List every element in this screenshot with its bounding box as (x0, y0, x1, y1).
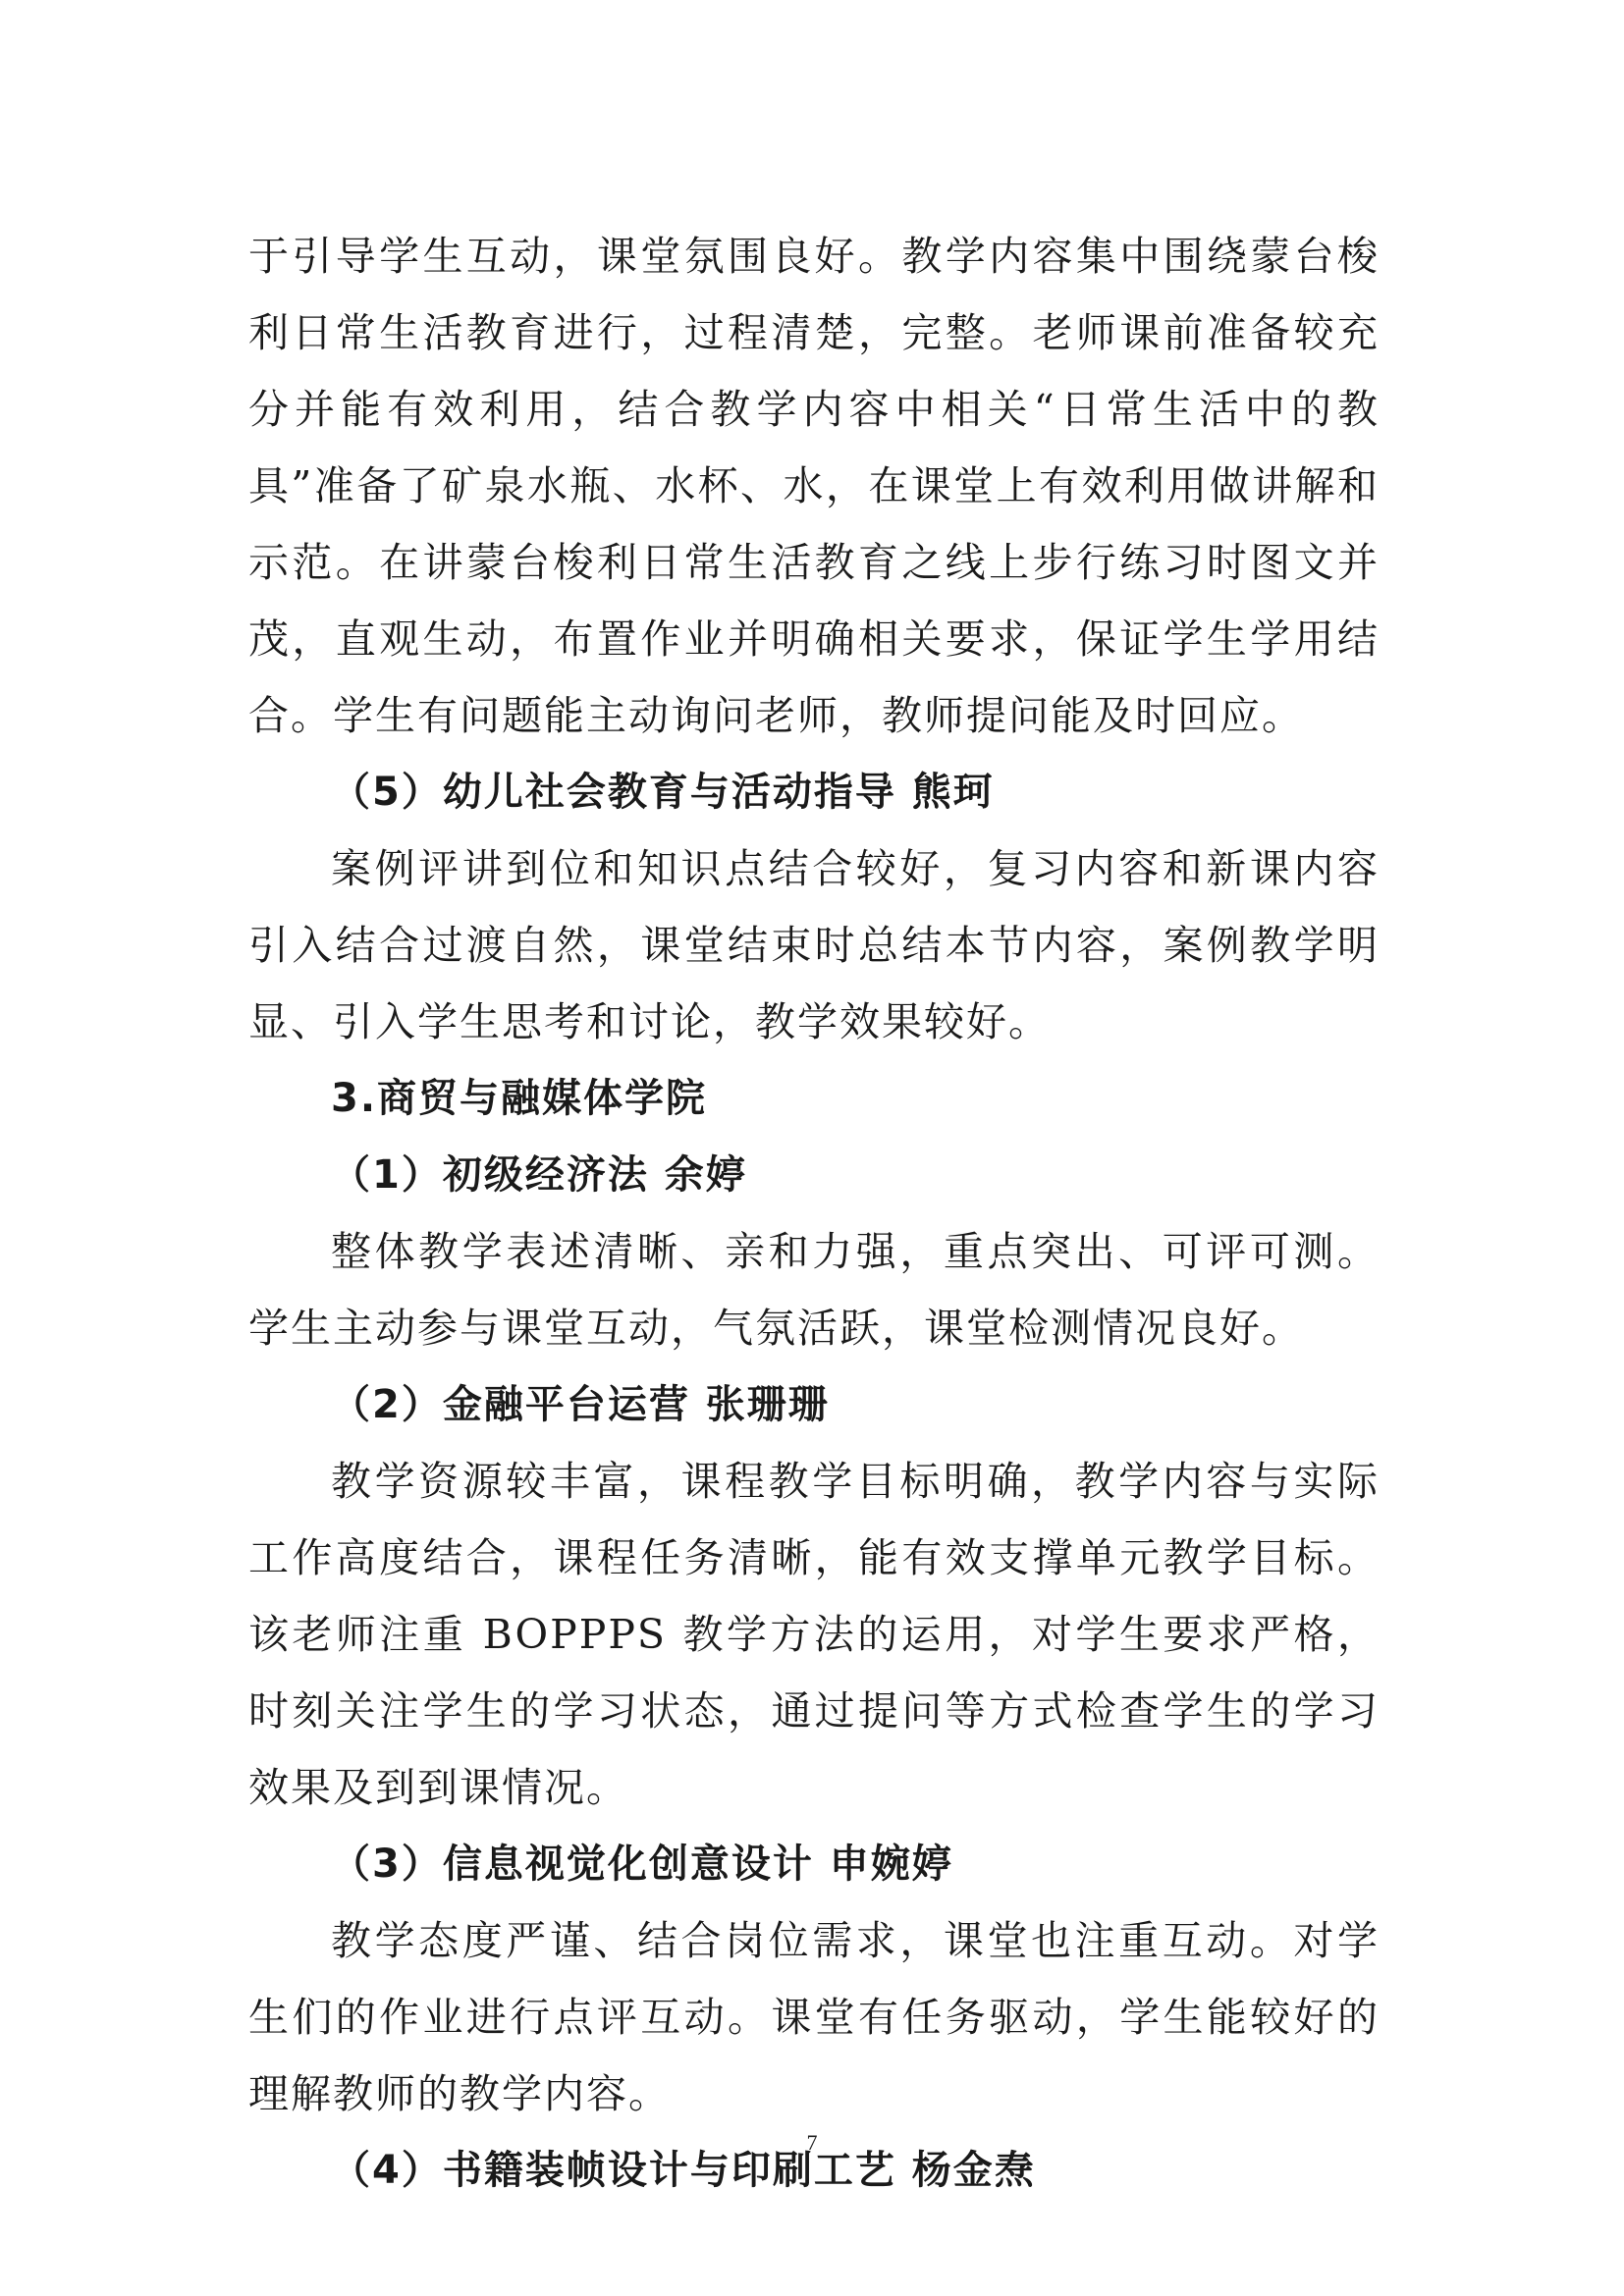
paragraph-economic-law: 整体教学表述清晰、亲和力强，重点突出、可评可测。学生主动参与课堂互动，气氛活跃，课堂检测情况良好。 (248, 1228, 1380, 1352)
paragraph-financial-platform: 教学资源较丰富，课程教学目标明确，教学内容与实际工作高度结合，课程任务清晰，能有效支撑单元教学目标。该老师注重 BOPPPS 教学方法的运用，对学生要求严格，时刻关注学生的学习状态，通过提问等方式检查学生的学习效果及到到课情况。 (248, 1458, 1380, 1811)
paragraph-infant-daily-life-continued: 于引导学生互动，课堂氛围良好。教学内容集中围绕蒙台梭利日常生活教育进行，过程清楚，完整。老师课前准备较充分并能有效利用，结合教学内容中相关“日常生活中的教具”准备了矿泉水瓶、水杯、水，在课堂上有效利用做讲解和示范。在讲蒙台梭利日常生活教育之线上步行练习时图文并茂，直观生动，布置作业并明确相关要求，保证学生学用结合。学生有问题能主动询问老师，教师提问能及时回应。 (248, 233, 1380, 739)
page-number: 7 (806, 2130, 818, 2155)
page-content (248, 218, 1380, 2209)
heading-visual-design: （3）信息视觉化创意设计 申婉婷 (331, 1842, 953, 1887)
heading-business-media-college: 3.商贸与融媒体学院 (331, 1076, 708, 1121)
paragraph-infant-social-education: 案例评讲到位和知识点结合较好，复习内容和新课内容引入结合过渡自然，课堂结束时总结本节内容，案例教学明显、引入学生思考和讨论，教学效果较好。 (248, 845, 1380, 1045)
heading-infant-social-education: （5）幼儿社会教育与活动指导 熊珂 (331, 770, 995, 815)
heading-economic-law: （1）初级经济法 余婷 (331, 1152, 747, 1198)
heading-book-binding: （4）书籍装帧设计与印刷工艺 杨金焘 (331, 2148, 1036, 2193)
heading-financial-platform: （2）金融平台运营 张珊珊 (331, 1382, 830, 1427)
paragraph-visual-design: 教学态度严谨、结合岗位需求，课堂也注重互动。对学生们的作业进行点评互动。课堂有任务驱动，学生能较好的理解教师的教学内容。 (248, 1917, 1380, 2117)
